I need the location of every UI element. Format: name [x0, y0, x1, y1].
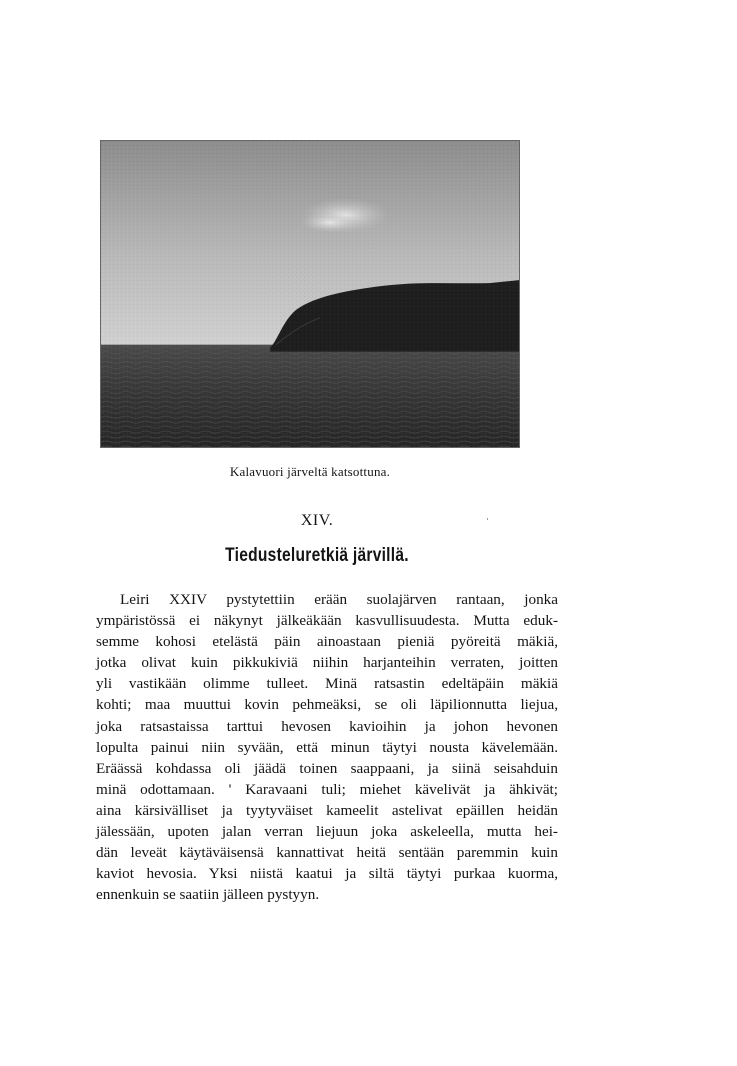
text-line: dän leveät käytäväisensä kannattivat heitä sentään paremmin kuin	[96, 844, 558, 862]
text-line: yli vastikään olimme tulleet. Minä ratsastin edeltäpäin mäkiä	[96, 675, 558, 693]
text-line: jotka olivat kuin pikkukiviä niihin harjanteihin verraten, joitten	[96, 654, 558, 672]
text-line: minä odottamaan. ' Karavaani tuli; miehet kävelivät ja ähkivät;	[96, 780, 558, 798]
text-line: kaviot hevosia. Yksi niistä kaatui ja siltä täytyi purkaa kuorma,	[96, 865, 558, 883]
text-line: jälessään, upoten jalan verran liejuun joka askeleella, mutta hei-	[96, 823, 558, 841]
text-line: kohti; maa muuttui kovin pehmeäksi, se oli läpilionnutta liejua,	[96, 696, 558, 714]
text-line: aina kärsivälliset ja tyytyväiset kameelit astelivat epäillen heidän	[96, 801, 558, 819]
body-paragraph	[96, 589, 558, 905]
text-line: Eräässä kohdassa oli jäädä toinen saappaani, ja siinä seisahduin	[96, 759, 558, 777]
text-line: joka ratsastaissa tarttui hevosen kavioihin ja johon hevonen	[96, 717, 558, 735]
text-line: ennenkuin se saatiin jälleen pystyyn.	[96, 886, 320, 904]
lake-photograph-image	[101, 141, 519, 447]
text-line: ympäristössä ei näkynyt jälkeäkään kasvullisuudesta. Mutta eduk-	[96, 612, 558, 630]
text-line: semme kohosi etelästä päin ainoastaan pieniä pyöreitä mäkiä,	[96, 633, 558, 651]
chapter-number: XIV.	[300, 512, 334, 529]
text-line: lopulta painui niin syvään, että minun täytyi nousta kävelemään.	[96, 738, 558, 756]
text-line: Leiri XXIV pystytettiin erään suolajärven rantaan, jonka	[120, 591, 558, 608]
figure-caption: Kalavuori järveltä katsottuna.	[229, 464, 391, 479]
paper-speck	[487, 518, 488, 520]
lake-photograph	[100, 140, 520, 448]
chapter-title: Tiedusteluretkiä järvillä.	[225, 545, 409, 566]
